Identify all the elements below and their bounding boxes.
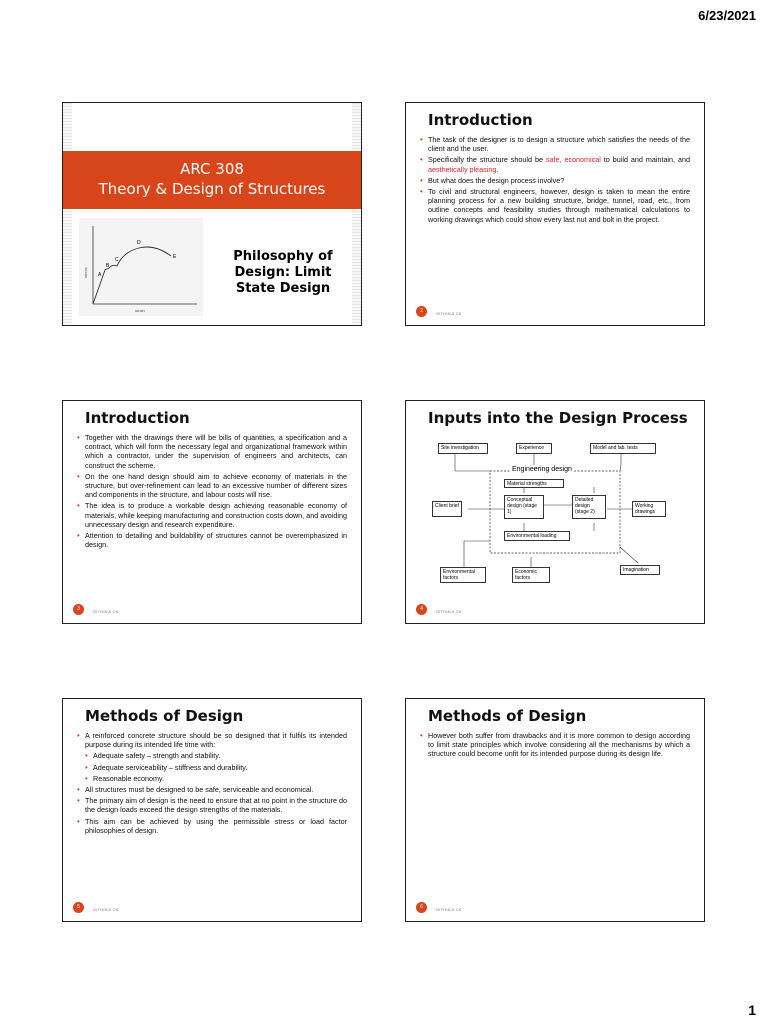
bullet-item: • The task of the designer is to design a structure which satisfies the needs of the client and the user. [420, 135, 690, 153]
point-d-label: D [137, 240, 141, 246]
slide-title: Methods of Design [85, 707, 244, 725]
sub-bullet-item: • Reasonable economy. [85, 774, 347, 783]
highlight-text: safe, economical [545, 155, 601, 165]
slide-number: 3 [73, 604, 84, 615]
slide-number: 2 [416, 306, 427, 317]
economic-factors-box: Economic factors [512, 567, 550, 583]
bullet-item: • This aim can be achieved by using the permissible stress or load factor philosophies of design. [77, 817, 347, 835]
point-a-label: A [98, 272, 102, 278]
bullet-item: • Specifically the structure should be safe, economical to build and maintain, and aesthetically pleasing. [420, 155, 690, 173]
sub-bullet-item: • Adequate safety – strength and stability. [85, 751, 347, 760]
working-drawings-box: Working drawings [632, 501, 666, 517]
slide-5 [62, 698, 362, 922]
bullet-item: • The primary aim of design is the need to ensure that at no point in the structure do the design loads exceed the design strengths of the materials. [77, 796, 347, 814]
detailed-design-box: Detailed design (stage 2) [572, 495, 606, 519]
point-c-label: C [115, 257, 119, 263]
page-number: 1 [748, 1002, 756, 1018]
slide-number: 4 [416, 604, 427, 615]
slide-title: Introduction [428, 111, 533, 129]
slide-4 [405, 400, 705, 624]
bullet-item: • All structures must be designed to be safe, serviceable and economical. [77, 785, 347, 794]
slide-1 [62, 102, 362, 326]
slide-title: Introduction [85, 409, 190, 427]
experience-box: Experience [516, 443, 552, 454]
slide-footer: GITHINJI CK [436, 907, 462, 912]
bullet-item: • Attention to detailing and buildability of structures cannot be overemphasized in design. [77, 531, 347, 549]
slide-footer: GITHINJI CK [436, 311, 462, 316]
slide-6 [405, 698, 705, 922]
x-axis-label: strain [135, 308, 145, 313]
slide-stripe [63, 103, 72, 325]
material-strengths-box: Material strengths [504, 479, 564, 488]
slide-number: 6 [416, 902, 427, 913]
stress-strain-graph [79, 218, 203, 316]
subtitle-line: Philosophy of [233, 249, 333, 264]
course-code: ARC 308 [180, 160, 244, 178]
subtitle-line: State Design [235, 281, 331, 296]
bullet-item: • The idea is to produce a workable design achieving reasonable economy of materials, while keeping manufacturing and construction costs down, and avoiding unnecessary design and research expenditure. [77, 501, 347, 529]
environmental-factors-box: Environmental factors [440, 567, 486, 583]
bullet-list [420, 731, 690, 761]
slide-footer: GITHINJI CK [93, 907, 119, 912]
slide-stripe [352, 103, 361, 325]
slide-footer: GITHINJI CK [436, 609, 462, 614]
highlight-text: aesthetically pleasing [428, 164, 497, 174]
stress-strain-curve [79, 218, 203, 316]
slide-3 [62, 400, 362, 624]
client-brief-box: Client brief [432, 501, 462, 517]
point-b-label: B [106, 263, 110, 269]
bullet-list [77, 433, 347, 551]
slide-2 [405, 102, 705, 326]
design-process-flowchart [424, 435, 688, 585]
bullet-item: • On the one hand design should aim to achieve economy of materials in the structure, but over-refinement can lead to an excessive number of different sizes and components in the structure, and labour costs will rise. [77, 472, 347, 500]
bullet-item: • But what does the design process involve? [420, 176, 690, 185]
slide-title: Methods of Design [428, 707, 587, 725]
environmental-loading-box: Environmental loading [504, 531, 570, 541]
sub-bullet-item: • Adequate serviceability – stiffness and durability. [85, 763, 347, 772]
y-axis-label: stress [83, 267, 88, 278]
point-e-label: E [173, 254, 177, 260]
conceptual-design-box: Conceptual design (stage 1) [504, 495, 544, 519]
page-date: 6/23/2021 [698, 8, 756, 23]
bullet-list [77, 731, 347, 837]
slide-title: Inputs into the Design Process [428, 409, 688, 427]
slide-footer: GITHINJI CK [93, 609, 119, 614]
imagination-box: Imagination [620, 565, 660, 575]
slide-number: 5 [73, 902, 84, 913]
slide-subtitle [213, 249, 353, 297]
engineering-design-label: Engineering design [512, 466, 572, 473]
bullet-item: • A reinforced concrete structure should be so designed that it fulfils its intended purpose during its intended life time with: [77, 731, 347, 749]
bullet-item: • Together with the drawings there will be bills of quantities, a specification and a contract, which will form the necessary legal and organizational framework within which a contractor, under the supervision of engineers and architects, can construct the scheme. [77, 433, 347, 470]
bullet-item: • However both suffer from drawbacks and it is more common to design according to limit state principles which involve considering all the mechanisms by which a structure could become unfit for its intended purpose during its design life. [420, 731, 690, 759]
title-band [63, 151, 361, 209]
subtitle-line: Design: Limit [234, 265, 332, 280]
site-investigation-box: Site investigation [438, 443, 488, 454]
bullet-list [420, 135, 690, 226]
model-tests-box: Model and lab. tests [590, 443, 656, 454]
course-title: Theory & Design of Structures [98, 180, 326, 198]
bullet-item: • To civil and structural engineers, however, design is taken to mean the entire planning process for a new building structure, bridge, tunnel, road, etc., from outline concepts and feasibility studies through mathematical calculations to working drawings which could show every last nut and bolt in the project. [420, 187, 690, 224]
